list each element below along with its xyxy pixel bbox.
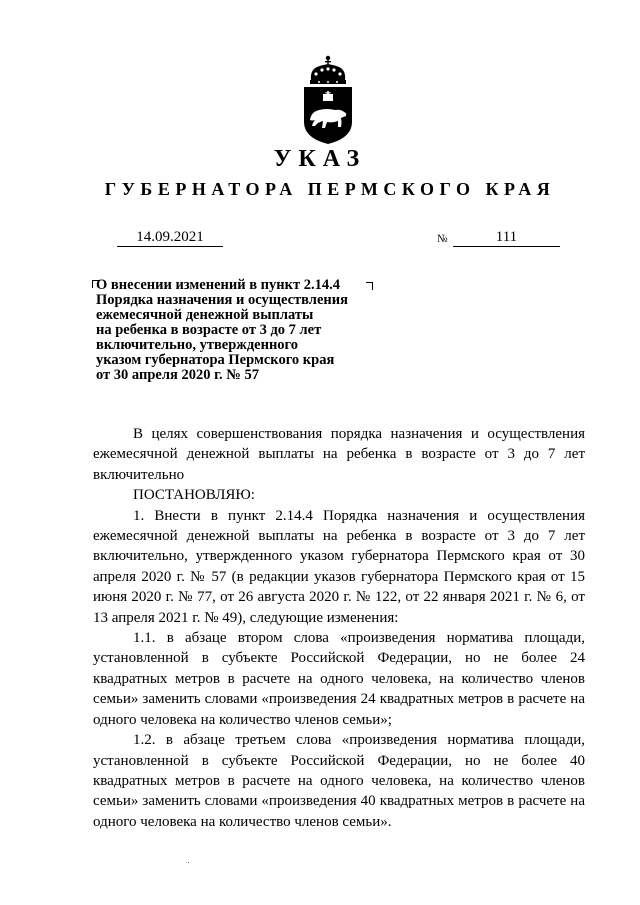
document-issuer: ГУБЕРНАТОРА ПЕРМСКОГО КРАЯ [104, 179, 556, 199]
decree-resolution-word: ПОСТАНОВЛЯЮ: [133, 487, 255, 504]
item-1-2-paragraph: 1.2. в абзаце третьем слова «произведения норматива площади, установленной в субъекте Российской Федерации, но не более 40 квадратных метров в расчете на одного человека, на количество членов семьи» заменить словами «произведения 40 квадратных метров в расчете на одного человека на количество членов семьи». [93, 732, 585, 830]
subject-line: ежемесячной денежной выплаты [96, 307, 314, 323]
scan-speck [188, 862, 189, 863]
subject-line: на ребенка в возрасте от 3 до 7 лет [96, 322, 322, 338]
preamble-paragraph: В целях совершенствования порядка назначения и осуществления ежемесячной денежной выплаты на ребенка в возрасте от 3 до 7 лет включительно [93, 426, 585, 483]
perm-krai-coat-of-arms-icon [297, 54, 359, 146]
subject-line: от 30 апреля 2020 г. № 57 [96, 367, 259, 383]
decree-subject [96, 278, 376, 383]
decree-body [93, 424, 585, 832]
item-1-1-paragraph: 1.1. в абзаце втором слова «произведения норматива площади, установленной в субъекте Российской Федерации, но не более 24 квадратных метров в расчете на одного человека, на количество членов семьи» заменить словами «произведения 24 квадратных метров в расчете на одного человека на количество членов семьи»; [93, 630, 585, 728]
decree-date: 14.09.2021 [117, 228, 223, 247]
decree-number: 111 [453, 228, 560, 247]
subject-line: Порядка назначения и осуществления [96, 292, 348, 308]
item-1-paragraph: 1. Внести в пункт 2.14.4 Порядка назначения и осуществления ежемесячной денежной выплаты на ребенка в возрасте от 3 до 7 лет включительно, утвержденного указом губернатора Пермского края от 30 апреля 2020 г. № 57 (в редакции указов губернатора Пермского края от 15 июня 2020 г. № 77, от 26 августа 2020 г. № 122, от 22 января 2021 г. № 6, от 13 апреля 2021 г. № 49), следующие изменения: [93, 507, 585, 626]
subject-line: указом губернатора Пермского края [96, 352, 335, 368]
document-title: УКАЗ [273, 146, 367, 172]
subject-line: О внесении изменений в пункт 2.14.4 [96, 277, 340, 293]
subject-line: включительно, утвержденного [96, 337, 299, 353]
decree-number-label: № [437, 233, 448, 245]
